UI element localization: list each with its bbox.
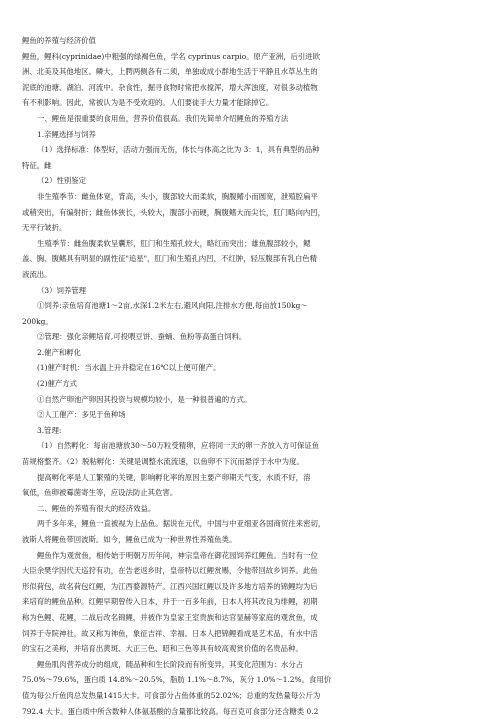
- text-line: 的宝石之美称，并培育出黄斑、大正三色、昭和三色等具有较高观赏价值的名贵品种。: [22, 644, 303, 654]
- text-line: 3.管理:: [37, 425, 62, 435]
- text-line: 生殖季节：雌鱼腹柔软呈囊形，肛门和生殖孔较大，略红而突出；雄鱼腹部较小，鳃: [37, 238, 311, 248]
- text-line: 苗规格整齐。（2）脱粘孵化：关键是调整水流流速，以鱼卵不下沉而悬浮于水中为度。: [22, 457, 304, 467]
- text-line: （1）自然孵化：每亩池塘放30～50万粒受精卵，应将同一天的卵一齐放入方可保证鱼: [37, 441, 320, 451]
- text-line: ①饲养:亲鱼培育池塘1～2亩,水深1.2米左右,避风向阳,注排水方便,每亩放150kg～: [37, 301, 308, 311]
- text-line: 2.催产和孵化: [37, 347, 82, 357]
- text-line: 大臣余樊学因代天巡狩有功，在告老返乡时，皇帝特以红鲤赏赐，令他带回故乡饲养。此鱼: [22, 566, 318, 576]
- text-line: 鲤鱼，鲤科(cyprinidae)中粗强的绿褐色鱼，学名 cyprinus carpio。原产亚洲，后引进欧: [22, 51, 321, 61]
- document-title: 鲤鱼的养殖与经济价值: [22, 36, 96, 45]
- text-line: 洲、北美及其他地区。鳞大，上腭两侧各有二须，单独或成小群地生活于平静且水草丛生的: [22, 67, 318, 77]
- text-line: 一、鲤鱼是很重要的食用鱼，营养价值很高。我们先简单介绍鲤鱼的养殖方法: [37, 113, 289, 123]
- text-line: 盖、胸、腹鳍具有明显的副性征"追星"，肛门和生殖孔内凹，不红肿，轻压腹部有乳白色精: [22, 254, 318, 264]
- text-line: 氧低，鱼卵被霉菌寄生等，应设法防止其危害。: [22, 488, 178, 498]
- text-line: 无平行皱折。: [22, 223, 67, 233]
- text-line: (1)催产时机：当水温上升并稳定在16℃以上便可催产。: [37, 363, 221, 373]
- text-line: 波斯人将鲤鱼带回波斯。如今，鲤鱼已成为一种世界性养殖鱼类。: [22, 535, 237, 544]
- text-line: 鲤鱼肌肉营养成分的组成，随品种和生长阶段而有所变异，其变化范围为：水分占: [37, 659, 304, 669]
- text-line: 75.0%～79.6%，蛋白质 14.8%～20.5%，脂肪 1.1%～8.7%，灰分 1.0%～1.2%。食用价: [22, 675, 332, 685]
- text-line: 792.4 大卡。蛋白质中所含数种人体氨基酸的含量都比较高。每百克可食部分还含糖类 0.2: [22, 706, 319, 716]
- text-line: 有不利影响。因此，常被认为是不受欢迎的。人们要徒手大力量才能除掉它。: [22, 98, 274, 108]
- text-line: 1.亲鲤选择与饲养: [37, 129, 96, 139]
- text-line: 来培育的鲤鱼品种。红鲤早期曾传入日本，并于一百多年前，日本人将其改良为绯鲤，初期: [22, 597, 318, 607]
- text-line: （1）选择标准：体型好，活动力强而无伤，体长与体高之比为 3：1，具有典型的品种: [37, 145, 320, 155]
- text-line: （2）性别鉴定: [37, 176, 87, 186]
- text-line: 两千多年来，鲤鱼一直被视为上品鱼。据说在元代，中国与中亚细亚各国商贸往来密切，: [37, 519, 326, 529]
- text-line: 称为色鲤、花鲤，二战后改名锦鲤，并被作为皇家王室贵族和达官显赫等家庭的观赏鱼，成: [22, 612, 318, 622]
- text-line: 非生殖季节：雌鱼体宽，背高，头小，腹部较大而柔软，胸腹鳍小而圆宽，泄殖腔扁平: [37, 191, 318, 201]
- text-line: ②人工催产：多见于鱼种场: [37, 410, 126, 420]
- text-line: 200kg。: [22, 316, 53, 326]
- text-line: 二、鲤鱼的养殖有很大的经济效益。: [37, 503, 156, 513]
- text-line: 值为每公斤鱼肉总发热量1415大卡。可食部分占鱼体重的52.02%；总重的发热量每公斤为: [22, 690, 321, 700]
- text-line: ①自然产卵池产卵因其投资与规模均较小，是一种很普遍的方式。: [37, 394, 252, 404]
- text-line: 泥底的池塘、湖泊、河流中。杂食性，掘寻食物时常把水搅浑，增大浑浊度，对很多动植物: [22, 82, 318, 92]
- text-line: 饲养于寺院神社，故又称为神鱼，象征吉祥、幸福。日本人把锦鲤看成是艺术品，有水中活: [22, 628, 318, 638]
- text-line: 液流出。: [22, 269, 52, 279]
- text-line: 形似荷包，故名荷包红鲤，为江西婺源特产。江西兴国红鲤以及许多地方培养的锦鲤均为后: [22, 581, 318, 591]
- text-line: (2)催产方式: [37, 379, 78, 389]
- text-line: 鲤鱼作为观赏鱼，相传始于明朝万历年间，神宗皇帝在御花园饲养红鲤鱼。当时有一位: [37, 550, 318, 560]
- text-line: 提高孵化率是人工繁殖的关键，影响孵化率的原因主要产卵期天气变，水质不好，溶: [37, 472, 311, 482]
- text-line: 或稍突出，有编射折；雌鱼体狭长，头较大，腹部小而硬，胸腹鳍大而尖长，肛门略向内凹，: [22, 207, 326, 217]
- text-line: 特征。雌: [22, 160, 52, 170]
- text-line: ②管理：强化亲鲤培育,可投喂豆饼、蚕蛹、鱼粉等高蛋白饲料。: [37, 332, 247, 342]
- text-line: （3）饲养管理: [37, 285, 87, 295]
